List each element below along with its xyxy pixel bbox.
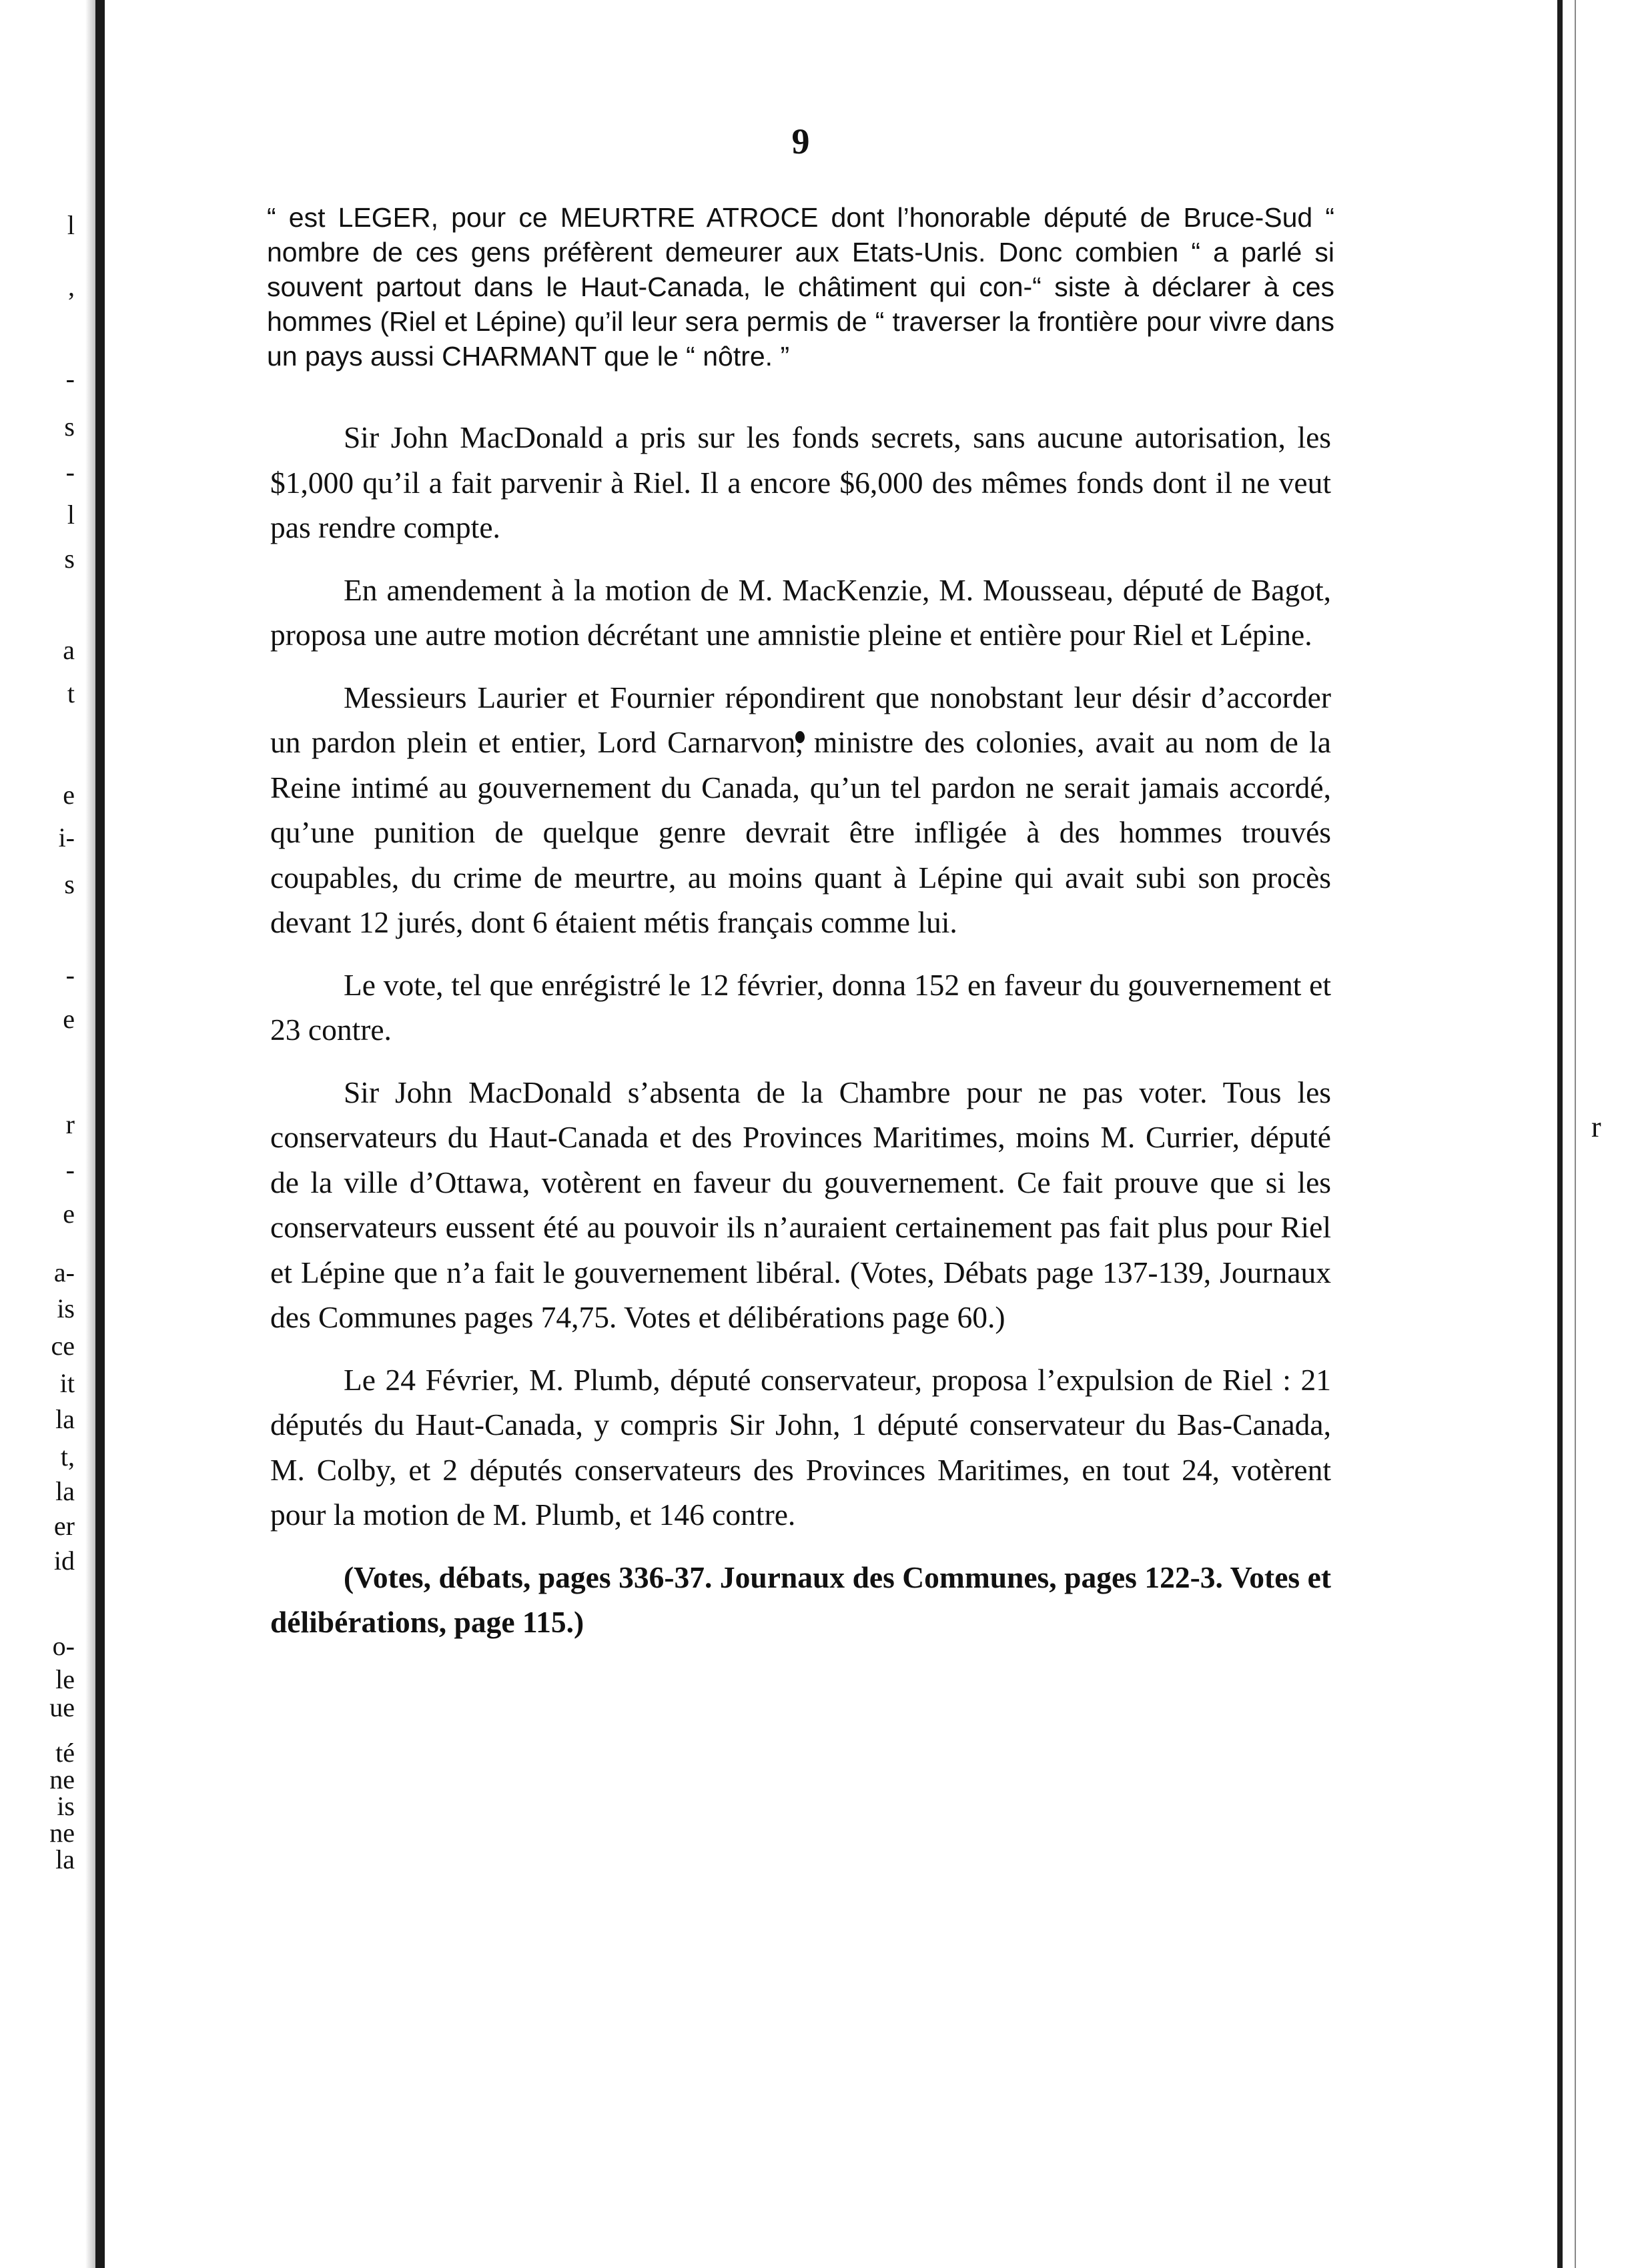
facing-page-fragments	[0, 0, 80, 2268]
margin-fragment: a-	[53, 1257, 75, 1287]
right-margin-mark: r	[1591, 1111, 1601, 1143]
margin-fragment: ne	[49, 1764, 75, 1794]
margin-fragment: id	[53, 1546, 75, 1576]
page-number: 9	[791, 121, 810, 161]
margin-fragment: is	[57, 1791, 75, 1821]
margin-fragment: s	[64, 544, 75, 574]
paragraph: Le vote, tel que enrégistré le 12 février, donna 152 en faveur du gouvernement et 23 contre.	[270, 967, 1331, 1047]
paragraph: En amendement à la motion de M. MacKenzie, M. Mousseau, député de Bagot, proposa une autre motion décrétant une amnistie pleine et entière pour Riel et Lépine.	[270, 572, 1331, 652]
margin-fragment: ,	[68, 271, 75, 302]
margin-fragment: la	[55, 1476, 75, 1506]
margin-fragment: t	[67, 678, 75, 708]
page-right-edge	[1557, 0, 1563, 2268]
margin-fragment: le	[55, 1664, 75, 1694]
margin-fragment: o-	[52, 1631, 75, 1661]
page-fold-gradient	[85, 0, 96, 2268]
margin-fragment: i-	[58, 822, 75, 853]
margin-fragment: l	[67, 210, 75, 240]
page-right-edge-line	[1575, 0, 1576, 2268]
margin-fragment: s	[64, 412, 75, 442]
margin-fragment: e	[63, 1004, 75, 1034]
margin-fragment: -	[65, 1155, 75, 1185]
margin-fragment: r	[65, 1109, 75, 1139]
margin-fragment: e	[63, 780, 75, 810]
margin-fragment: t,	[60, 1442, 75, 1472]
margin-fragment: e	[63, 1199, 75, 1229]
paragraph: Messieurs Laurier et Fournier répondirent que nonobstant leur désir d’accorder un pardon plein et entier, Lord Carnarvon, ministre des colonies, avait au nom de la Reine intimé au gouvernement du Canada, qu’un tel pardon ne serait jamais accordé, qu’une punition de quelque genre devrait être infligée à des hommes trouvés coupables, du crime de meurtre, au moins quant à Lépine qui avait subi son procès devant 12 jurés, dont 6 étaient métis français comme lui.	[270, 680, 1331, 939]
quoted-passage: “ est LEGER, pour ce MEURTRE ATROCE dont l’honorable député de Bruce-Sud “ nombre de ces gens préfèrent demeurer aux Etats-Unis. Donc combien “ a parlé si souvent partout dans le Haut-Canada, le châtiment qui con-“ siste à déclarer à ces hommes (Riel et Lépine) qu’il leur sera permis de “ traverser la frontière pour vivre dans un pays aussi CHARMANT que le “ nôtre. ”	[267, 202, 1334, 372]
margin-fragment: l	[67, 500, 75, 530]
margin-fragment: ne	[49, 1818, 75, 1848]
paragraph: Sir John MacDonald s’absenta de la Chambre pour ne pas voter. Tous les conservateurs du Haut-Canada et des Provinces Maritimes, moins M. Currier, député de la ville d’Ottawa, votèrent en faveur du gouvernement. Ce fait prouve que si les conservateurs eussent été au pouvoir ils n’auraient certainement pas fait plus pour Riel et Lépine que n’a fait le gouvernement libéral. (Votes, Débats page 137-139, Journaux des Communes pages 74,75. Votes et délibérations page 60.)	[270, 1075, 1331, 1334]
margin-fragment: la	[55, 1404, 75, 1434]
margin-fragment: s	[64, 869, 75, 899]
body-text	[270, 415, 1331, 1662]
margin-fragment: is	[57, 1293, 75, 1323]
margin-fragment: ue	[49, 1692, 75, 1722]
margin-fragment: té	[55, 1738, 75, 1768]
paragraph: Sir John MacDonald a pris sur les fonds secrets, sans aucune autorisation, les $1,000 qu’il a fait parvenir à Riel. Il a encore $6,000 des mêmes fonds dont il ne veut pas rendre compte.	[270, 420, 1331, 544]
margin-fragment: ce	[51, 1331, 75, 1361]
page-fold-shadow	[95, 0, 105, 2268]
margin-fragment: -	[65, 960, 75, 990]
paragraph: Le 24 Février, M. Plumb, député conservateur, proposa l’expulsion de Riel : 21 députés du Haut-Canada, y compris Sir John, 1 député conservateur du Bas-Canada, M. Colby, et 2 députés conservateurs des Provinces Maritimes, en tout 24, votèrent pour la motion de M. Plumb, et 146 contre.	[270, 1362, 1331, 1532]
margin-fragment: it	[59, 1368, 75, 1398]
margin-fragment: -	[65, 457, 75, 487]
paragraph-references: (Votes, débats, pages 336-37. Journaux des Communes, pages 122-3. Votes et délibérations, page 115.)	[270, 1560, 1331, 1639]
margin-fragment: -	[65, 364, 75, 394]
margin-fragment: la	[55, 1844, 75, 1874]
margin-fragment: a	[63, 635, 75, 665]
margin-fragment: er	[53, 1511, 75, 1541]
